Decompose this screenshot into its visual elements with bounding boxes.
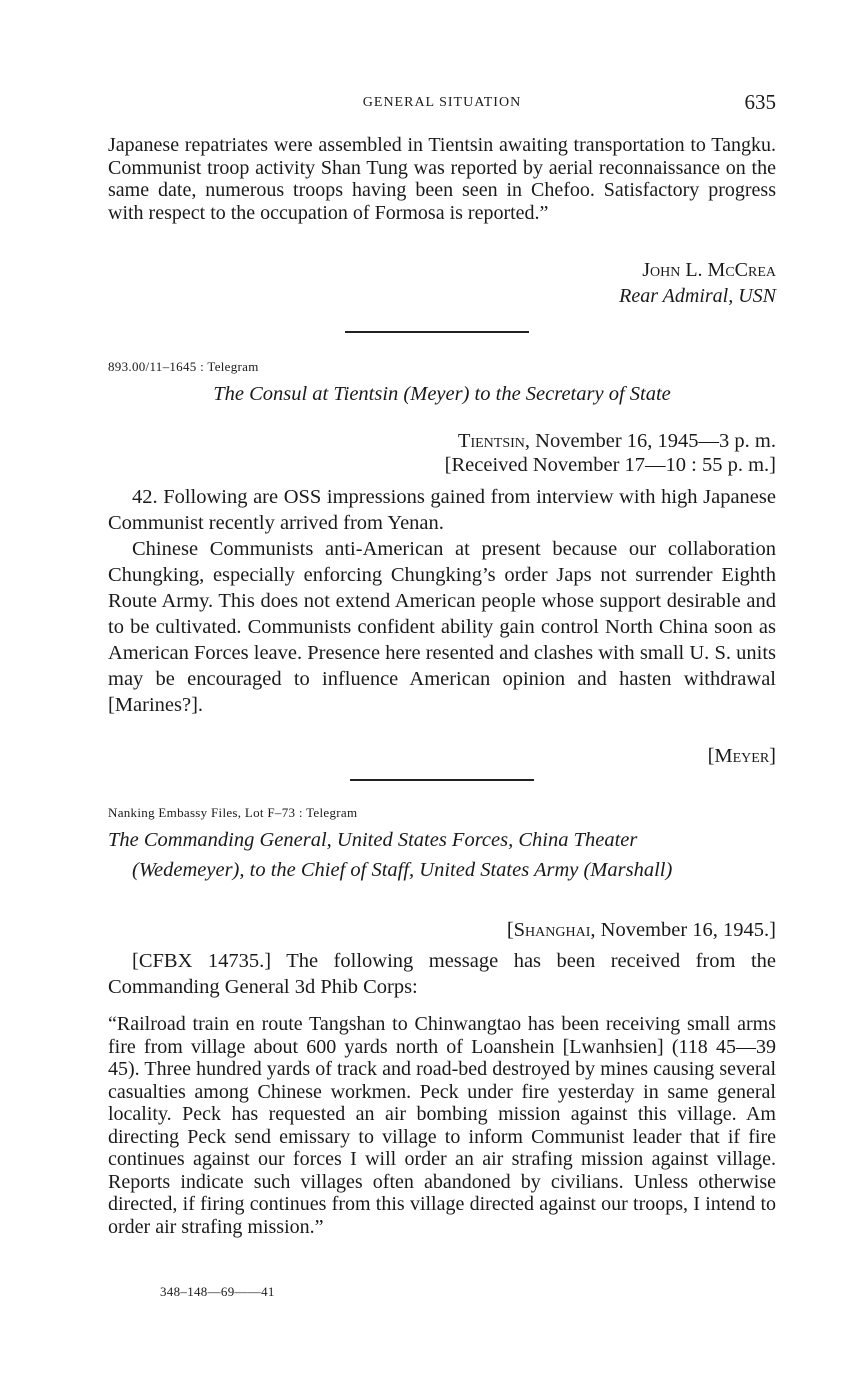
body-paragraph: [CFBX 14735.] The following message has been received from the Commanding General 3d Phib Corps: [108, 950, 776, 998]
telegram-body [108, 484, 776, 718]
quoted-paragraph: “Railroad train en route Tangshan to Chinwangtao has been receiving small arms fire from village about 600 yards north of Loanshein [Lwanhsien] (118 45—39 45). Three hundred yards of track and road-bed destroyed by mines causing several casualties among Chinese workmen. Peck under fire yesterday in same general locality. Peck has requested an air bombing mission against this village. Am directing Peck send emissary to village to inform Communist leader that if fire continues against our forces I will order an air strafing mission against village. Reports indicate such villages often abandoned by civilians. Unless otherwise directed, if firing continues from this village directed against our troops, I intend to order air strafing mission.” [108, 1013, 776, 1238]
page-number: 635 [744, 90, 776, 114]
previous-document-closing [108, 134, 776, 224]
sent-line [108, 429, 776, 453]
section-divider [345, 331, 529, 333]
signature-block [108, 257, 776, 309]
document-title: The Consul at Tientsin (Meyer) to the Secretary of State [213, 383, 671, 405]
file-reference: 893.00/11–1645 : Telegram [108, 359, 259, 374]
sent-date: , November 16, 1945.] [590, 919, 776, 941]
document-title [108, 825, 776, 885]
print-code: 348–148—69——41 [160, 1284, 275, 1299]
running-title: GENERAL SITUATION [362, 95, 522, 110]
signer-title: Rear Admiral, USN [619, 285, 776, 307]
file-reference: Nanking Embassy Files, Lot F–73 : Telegram [108, 805, 358, 820]
dateline [108, 918, 776, 942]
body-paragraph: Chinese Communists anti-American at present because our collaboration Chungking, especially enforcing Chungking’s order Japs not surrender Eighth Route Army. This does not extend American people whose support desirable and to be cultivated. Communists confident ability gain control North China soon as American Forces leave. Presence here resented and clashes with small U. S. units may be encouraged to influence American opinion and hasten withdrawal [Marines?]. [108, 538, 776, 716]
title-line: The Commanding General, United States Forces, China Theater [108, 829, 638, 851]
body-paragraph: 42. Following are OSS impressions gained from interview with high Japanese Communist recently arrived from Yenan. [108, 486, 776, 534]
closing-paragraph: Japanese repatriates were assembled in Tientsin awaiting transportation to Tangku. Communist troop activity Shan Tung was reported by aerial reconnaissance on the same date, numerous troops having been seen in Chefoo. Satisfactory progress with respect to the occupation of Formosa is reported.” [108, 134, 776, 224]
title-continuation: (Wedemeyer), to the Chief of Staff, United States Army (Marshall) [132, 859, 673, 881]
running-head [108, 90, 776, 116]
place-name: [Shanghai [506, 919, 591, 941]
telegram-signature: [Meyer] [707, 745, 776, 767]
section-divider [350, 779, 534, 781]
received-line: [Received November 17—10 : 55 p. m.] [444, 454, 776, 476]
telegram-body [108, 948, 776, 1000]
sent-date: , November 16, 1945—3 p. m. [524, 430, 776, 452]
signer-name: John L. McCrea [642, 259, 776, 281]
dateline [108, 429, 776, 477]
place-name: Tientsin [457, 430, 525, 452]
quoted-message [108, 1013, 776, 1238]
